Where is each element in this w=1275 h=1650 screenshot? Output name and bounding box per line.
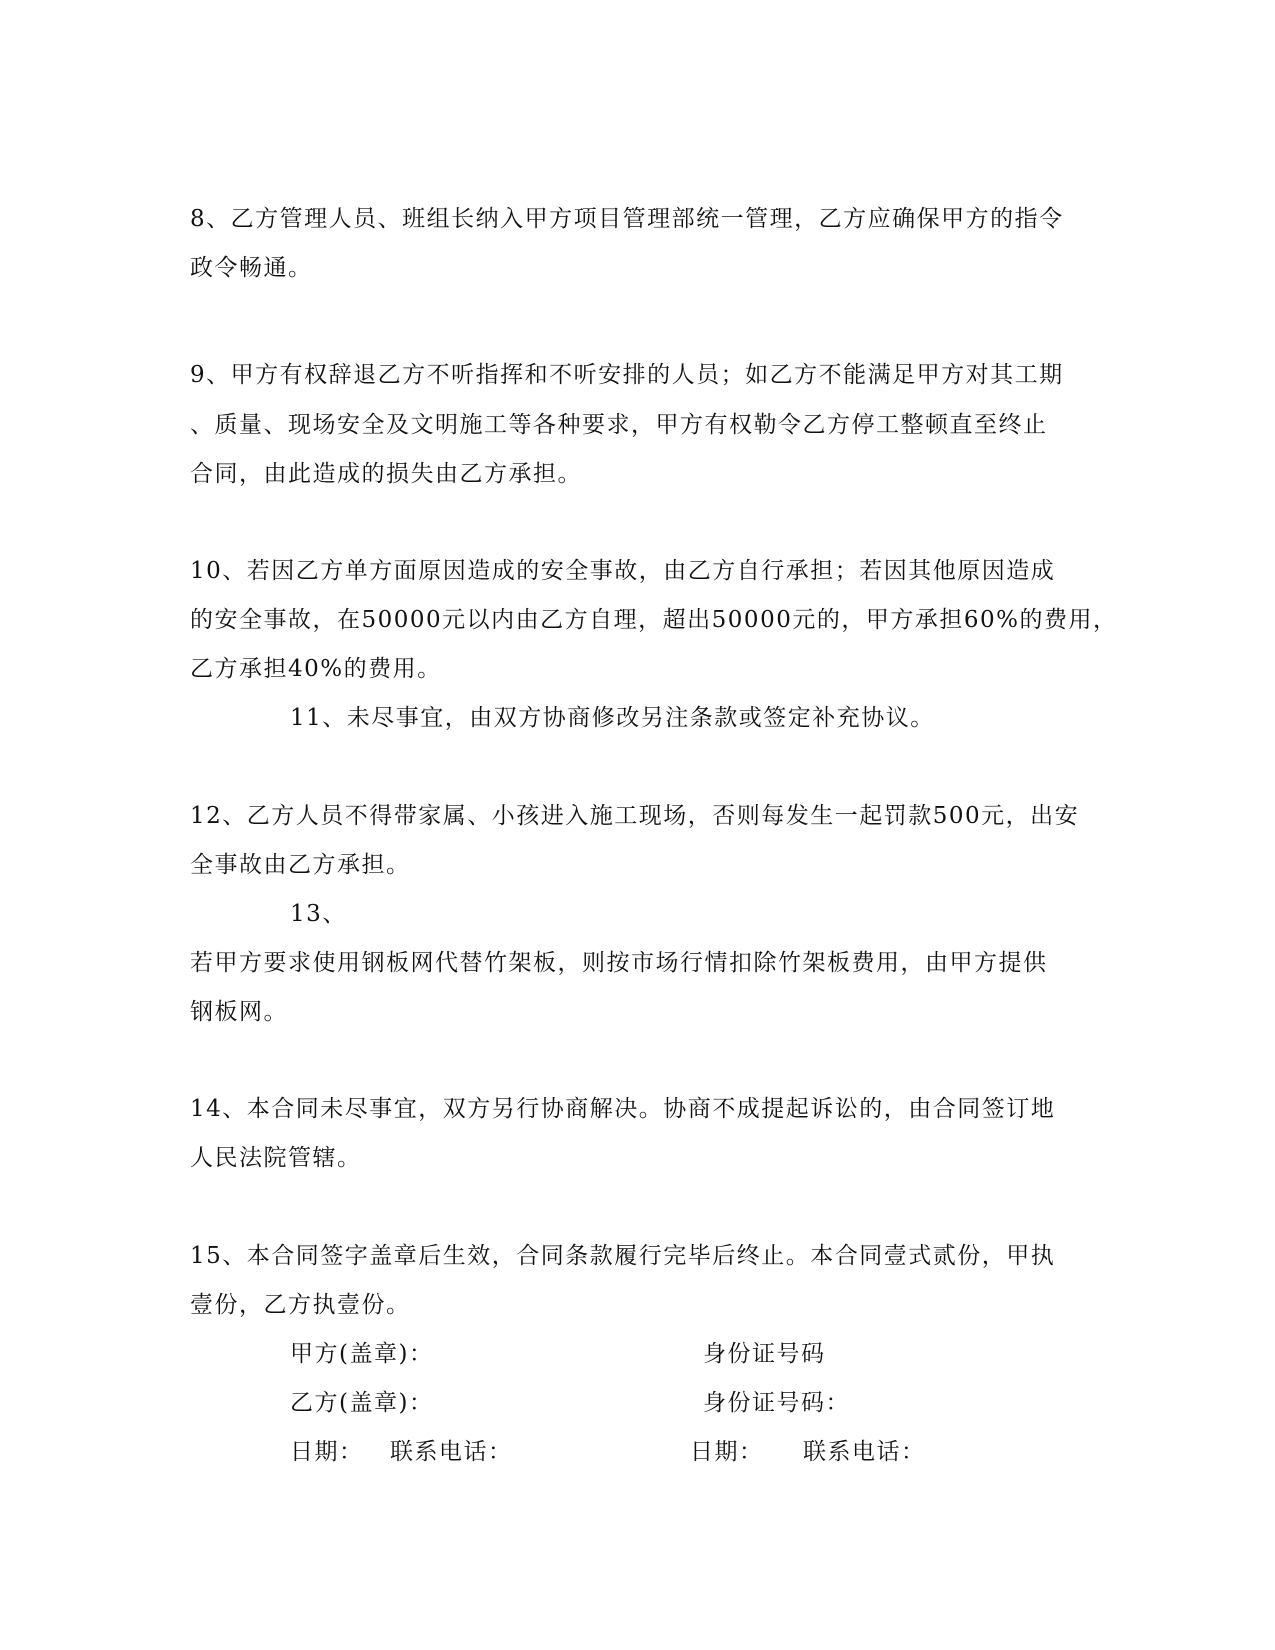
clause-10-line-3: 乙方承担40%的费用。	[190, 656, 442, 682]
party-a-seal-label: 甲方(盖章)：	[290, 1341, 434, 1367]
phone-a-label: 联系电话：	[390, 1439, 513, 1465]
clause-14-line-1: 14、本合同未尽事宜，双方另行协商解决。协商不成提起诉讼的，由合同签订地	[190, 1096, 1056, 1122]
clause-8-line-1: 8、乙方管理人员、班组长纳入甲方项目管理部统一管理，乙方应确保甲方的指令	[190, 206, 1064, 232]
date-a-label: 日期：	[290, 1439, 364, 1465]
clause-11-line-1: 11、未尽事宜，由双方协商修改另注条款或签定补充协议。	[290, 705, 935, 731]
id-number-b-label: 身份证号码：	[703, 1390, 850, 1416]
clause-10-line-2: 的安全事故，在50000元以内由乙方自理，超出50000元的，甲方承担60%的费用，	[190, 607, 1118, 633]
clause-13-line-1: 13、	[290, 901, 347, 927]
date-b-label: 日期：	[690, 1439, 764, 1465]
clause-12-line-2: 全事故由乙方承担。	[190, 852, 411, 878]
clause-9-line-2: 、质量、现场安全及文明施工等各种要求，甲方有权勒令乙方停工整顿直至终止	[190, 412, 1048, 438]
clause-10-line-1: 10、若因乙方单方面原因造成的安全事故，由乙方自行承担；若因其他原因造成	[190, 558, 1056, 584]
clause-15-line-1: 15、本合同签字盖章后生效，合同条款履行完毕后终止。本合同壹式贰份，甲执	[190, 1243, 1056, 1269]
clause-9-line-1: 9、甲方有权辞退乙方不听指挥和不听安排的人员；如乙方不能满足甲方对其工期	[190, 362, 1064, 388]
clause-13-line-3: 钢板网。	[190, 999, 288, 1025]
party-b-seal-label: 乙方(盖章)：	[290, 1390, 434, 1416]
clause-15-line-2: 壹份，乙方执壹份。	[190, 1292, 411, 1318]
clause-12-line-1: 12、乙方人员不得带家属、小孩进入施工现场，否则每发生一起罚款500元，出安	[190, 803, 1080, 829]
clause-14-line-2: 人民法院管辖。	[190, 1145, 362, 1171]
clause-8-line-2: 政令畅通。	[190, 255, 313, 281]
clause-13-line-2: 若甲方要求使用钢板网代替竹架板，则按市场行情扣除竹架板费用，由甲方提供	[190, 950, 1048, 976]
id-number-a-label: 身份证号码	[703, 1341, 826, 1367]
phone-b-label: 联系电话：	[803, 1439, 926, 1465]
clause-9-line-3: 合同，由此造成的损失由乙方承担。	[190, 461, 582, 487]
